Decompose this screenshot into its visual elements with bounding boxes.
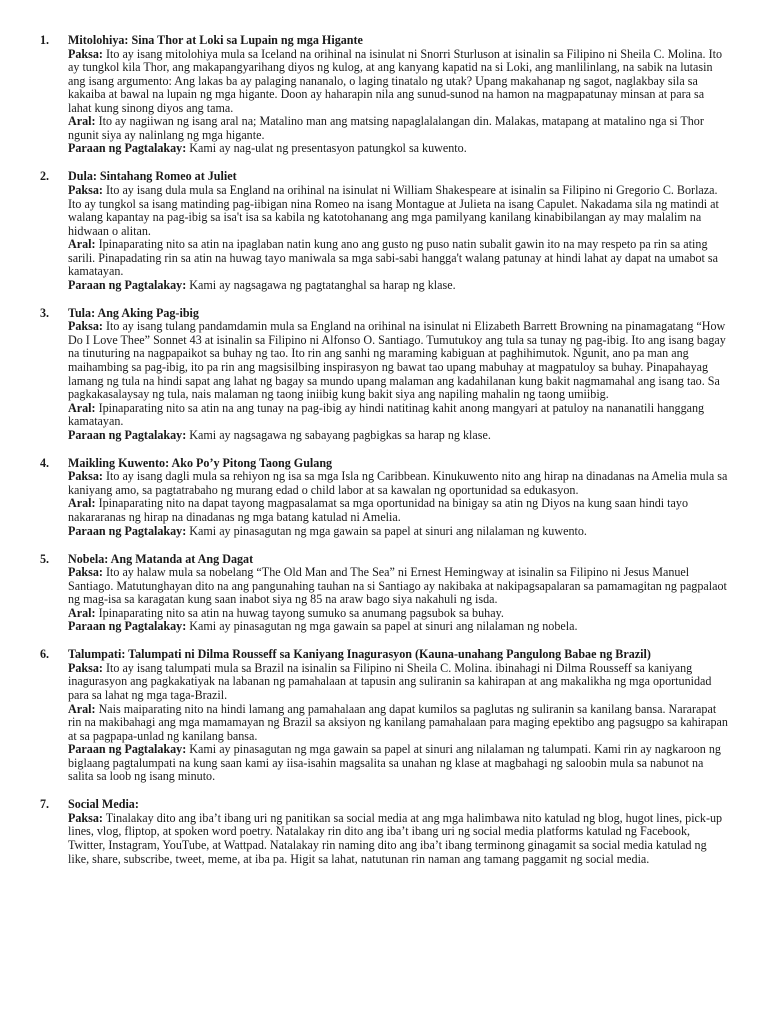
item-number: 5. <box>40 551 50 566</box>
aral-paragraph <box>68 607 728 621</box>
paksa-paragraph <box>68 320 728 401</box>
paraan-paragraph <box>68 142 728 156</box>
item-title: Dula: Sintahang Romeo at Juliet <box>68 169 237 184</box>
paraan-text: Kami ay nag-ulat ng presentasyon patungkol sa kuwento. <box>189 141 467 156</box>
aral-paragraph <box>68 703 728 744</box>
paksa-paragraph <box>68 812 728 866</box>
paraan-paragraph <box>68 429 728 443</box>
paksa-label: Paksa: <box>68 46 103 61</box>
item-title: Tula: Ang Aking Pag-ibig <box>68 305 199 320</box>
aral-paragraph <box>68 497 728 524</box>
aral-text: Ipinaparating nito na dapat tayong magpasalamat sa mga oportunidad na binigay sa atin ng Diyos na kung saan hindi tayo nakararanas ng hirap na dinadanas ng mga batang katulad ni Amelia. <box>68 496 689 524</box>
list-item <box>40 797 728 866</box>
paksa-text: Ito ay isang dagli mula sa rehiyon ng isa sa mga Isla ng Caribbean. Kinukuwento nito ang hirap na dinadanas na Amelia mula sa kaniyang amo, sa pagtatrabaho ng murang edad o child labor at sa kawalan ng oportunidad sa edukasyon. <box>68 469 728 497</box>
item-title: Mitolohiya: Sina Thor at Loki sa Lupain ng mga Higante <box>68 33 363 47</box>
aral-label: Aral: <box>68 400 96 415</box>
paraan-label: Paraan ng Pagtalakay: <box>68 619 187 634</box>
paraan-paragraph <box>68 525 728 539</box>
list-item <box>40 647 728 784</box>
paksa-text: Ito ay halaw mula sa nobelang “The Old Man and The Sea” ni Ernest Hemingway at isinalin sa Filipino ni Jesus Manuel Santiago. Matutunghayan dito na ang pangunahing tauhan na si Santiago ay nakibaka at nakipagsapalaran sa pamamagitan ng pagpalaot ng mag-isa sa karagatan kung saan inabot siya ng 85 na araw bago siya nakahuli ng isda. <box>68 565 727 607</box>
paksa-label: Paksa: <box>68 319 103 334</box>
aral-text: Nais maiparating nito na hindi lamang ang pamahalaan ang dapat kumilos sa paglutas ng suliranin sa kanilang bansa. Nararapat rin na makibahagi ang mga mamamayan ng Brazil sa aksiyon ng kanilang pamahalaan para maging epektibo ang pagsugpo sa kahirapan at sa pagpapa-unlad ng kanilang bansa. <box>68 701 728 743</box>
paksa-text: Ito ay isang mitolohiya mula sa Iceland na orihinal na isinulat ni Snorri Sturluson at isinalin sa Filipino ni Sheila C. Molina. Ito ay tungkol kila Thor, ang makapangyarihang diyos ng kulog, at ang kanyang kapatid na si Loki, ang manlilinlang, na sabik na lutasin ang isang argumento: Ang lakas ba ay palaging nananalo, o laging tinatalo ng utak? Upang makahanap ng sagot, naglakbay sila sa kakaiba at bawal na lupain ng mga higante. Doon ay haharapin nila ang sunud-sunod na hamon na magpapatunay minsan at para sa lahat kung sinong diyos ang tama. <box>68 46 723 115</box>
item-title: Nobela: Ang Matanda at Ang Dagat <box>68 551 254 566</box>
aral-paragraph <box>68 115 728 142</box>
aral-label: Aral: <box>68 496 96 511</box>
aral-paragraph <box>68 402 728 429</box>
item-title: Maikling Kuwento: Ako Po’y Pitong Taong Gulang <box>68 455 333 470</box>
paksa-paragraph <box>68 662 728 703</box>
paraan-paragraph <box>68 279 728 293</box>
aral-text: Ipinaparating nito sa atin na ang tunay na pag-ibig ay hindi natitinag kahit anong mangyari at patuloy na nananatili hanggang kamatayan. <box>68 400 705 429</box>
paksa-text: Ito ay isang tulang pandamdamin mula sa England na orihinal na isinulat ni Elizabeth Barrett Browning na pinamagatang “How Do I Love Thee” Sonnet 43 at isinalin sa Filipino ni Alfonso O. Santiago. Tumutukoy ang tula sa tunay ng pag-ibig. Ito ang isang bagay na tinuturing na nagpapaikot sa buhay ng tao. Ito rin ang sanhi ng maraming kabiguan at paghihimutok. Ngunit, ano pa man ang maihambing sa pag-ibig, ito pa rin ang magsisilbing inspirasyon ng bawat tao upang mabuhay at magpatuloy sa buhay. Pinapahayag lamang ng tula na hindi sapat ang lahat ng bagay sa mundo upang malaman ang kadahilanan kung bakit nagmamahal ang isang tao. Sa pagkakasalaysay ng tula, nais malaman ng taong iniibig kung bakit siya ang napiling mahalin ng taong umiibig. <box>68 319 726 402</box>
paraan-label: Paraan ng Pagtalakay: <box>68 742 187 757</box>
item-number: 2. <box>40 169 50 184</box>
item-title: Social Media: <box>68 797 139 812</box>
list-item <box>40 305 728 442</box>
paksa-label: Paksa: <box>68 565 103 580</box>
paksa-label: Paksa: <box>68 182 103 197</box>
item-title: Talumpati: Talumpati ni Dilma Rousseff sa Kaniyang Inagurasyon (Kauna-unahang Pangulong Babae ng Brazil) <box>68 647 651 662</box>
item-number: 4. <box>40 455 50 470</box>
paksa-text: Tinalakay dito ang iba’t ibang uri ng panitikan sa social media at ang mga halimbawa nito katulad ng blog, hugot lines, pick-up lines, vlog, fliptop, at spoken word poetry. Natalakay rin dito ang iba’t ibang uri ng social media platforms katulad ng Facebook, Twitter, Instagram, YouTube, at Wattpad. Natalakay rin naming dito ang iba’t ibang terminong ginagamit sa social media katulad ng like, share, subscribe, tweet, meme, at iba pa. Higit sa lahat, natutunan rin naman ang tamang paggamit ng social media. <box>68 810 723 866</box>
paraan-paragraph <box>68 620 728 634</box>
paraan-text: Kami ay nagsagawa ng sabayang pagbigkas sa harap ng klase. <box>189 427 491 442</box>
list-item <box>40 551 728 634</box>
paraan-label: Paraan ng Pagtalakay: <box>68 277 187 292</box>
list-item <box>40 169 728 292</box>
paksa-label: Paksa: <box>68 660 103 675</box>
paksa-paragraph <box>68 566 728 607</box>
item-number: 1. <box>40 33 50 47</box>
paksa-paragraph <box>68 48 728 116</box>
aral-label: Aral: <box>68 605 96 620</box>
paksa-text: Ito ay isang talumpati mula sa Brazil na isinalin sa Filipino ni Sheila C. Molina. ibinahagi ni Dilma Rousseff sa kaniyang inagurasyon ang pagkakatiyak na labanan ng pamahalaan at tapusin ang suliranin sa kahirapan at ang makalikha ng mga oportunidad para sa lahat ng mga taga-Brazil. <box>68 660 712 703</box>
aral-paragraph <box>68 238 728 279</box>
paraan-text: Kami ay pinasagutan ng mga gawain sa papel at sinuri ang nilalaman ng nobela. <box>189 619 578 634</box>
paraan-text: Kami ay pinasagutan ng mga gawain sa papel at sinuri ang nilalaman ng kuwento. <box>189 523 587 538</box>
paksa-paragraph <box>68 184 728 238</box>
aral-label: Aral: <box>68 237 96 252</box>
paraan-label: Paraan ng Pagtalakay: <box>68 141 187 156</box>
item-number: 6. <box>40 647 50 662</box>
aral-text: Ito ay nagiiwan ng isang aral na; Matalino man ang matsing napaglalalangan din. Malakas, matapang at matalino nga si Thor ngunit siya ay nalinlang ng mga higante. <box>68 114 704 142</box>
item-number: 3. <box>40 305 50 320</box>
aral-label: Aral: <box>68 701 96 716</box>
aral-text: Ipinaparating nito sa atin na ipaglaban natin kung ano ang gusto ng puso natin subalit gawin ito na may respeto pa rin sa ating sarili. Pinapadating rin sa atin na huwag tayo maniwala sa mga sabi-sabi hangga't walang patunay at hindi lahat ay dapat na umabot sa kamatayan. <box>68 237 719 279</box>
list-item <box>40 33 728 156</box>
paraan-text: Kami ay pinasagutan ng mga gawain sa papel at sinuri ang nilalaman ng talumpati. Kami rin ay nagkaroon ng biglaang pagtalumpati na kung saan kami ay iisa-isahin magsalita sa unahan ng klase at magbahagi ng saloobin mula sa nabunot na salita sa loob ng isang minuto. <box>68 742 721 784</box>
item-number: 7. <box>40 797 50 812</box>
aral-text: Ipinaparating nito sa atin na huwag tayong sumuko sa anumang pagsubok sa buhay. <box>98 605 504 620</box>
paksa-label: Paksa: <box>68 810 103 825</box>
list-item <box>40 455 728 538</box>
paksa-label: Paksa: <box>68 469 103 484</box>
paksa-paragraph <box>68 470 728 497</box>
paraan-paragraph <box>68 743 728 784</box>
paraan-label: Paraan ng Pagtalakay: <box>68 523 187 538</box>
paksa-text: Ito ay isang dula mula sa England na orihinal na isinulat ni William Shakespeare at isinalin sa Filipino ni Gregorio C. Borlaza. Ito ay tungkol sa isang matinding pag-iibigan nina Romeo na isang Montague at Julieta na isang Capulet. Nakadama sila ng matindi at walang kapantay na pag-ibig sa isa't isa sa kabila ng katotohanang ang mga pamilyang kanilang kinabibilangan ay may malalim na hidwaan o alitan. <box>68 182 719 238</box>
paraan-text: Kami ay nagsagawa ng pagtatanghal sa harap ng klase. <box>189 277 456 292</box>
aral-label: Aral: <box>68 114 96 129</box>
paraan-label: Paraan ng Pagtalakay: <box>68 427 187 442</box>
